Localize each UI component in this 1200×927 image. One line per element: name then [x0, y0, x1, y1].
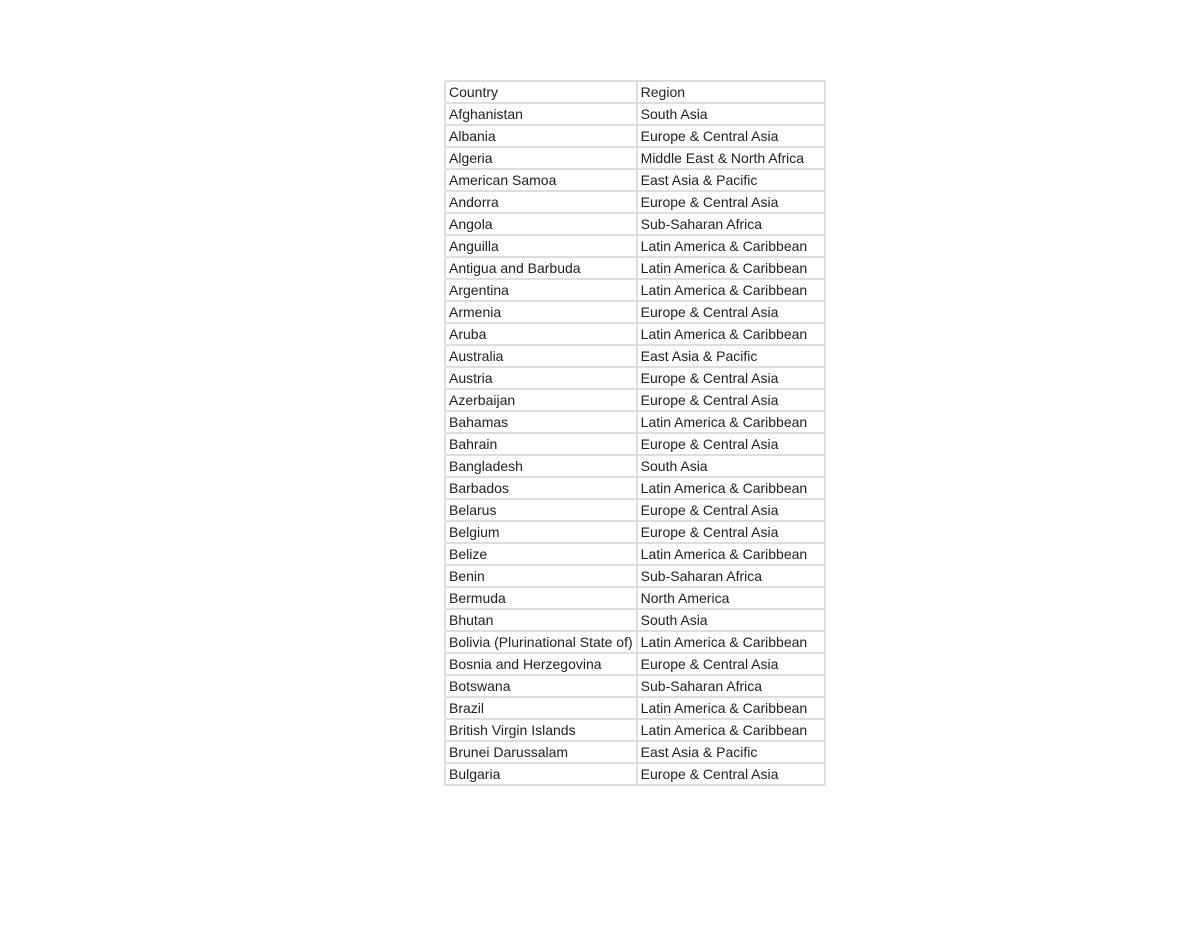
cell-region[interactable]: Latin America & Caribbean — [637, 235, 825, 257]
cell-country[interactable]: Algeria — [445, 147, 637, 169]
cell-region[interactable]: Europe & Central Asia — [637, 389, 825, 411]
cell-country[interactable]: American Samoa — [445, 169, 637, 191]
cell-country[interactable]: Belarus — [445, 499, 637, 521]
table-row — [445, 477, 825, 499]
table-row — [445, 191, 825, 213]
table-row — [445, 125, 825, 147]
cell-country[interactable]: Angola — [445, 213, 637, 235]
table-row — [445, 169, 825, 191]
table-row — [445, 213, 825, 235]
cell-region[interactable]: South Asia — [637, 455, 825, 477]
cell-country[interactable]: Antigua and Barbuda — [445, 257, 637, 279]
cell-region[interactable]: Sub-Saharan Africa — [637, 565, 825, 587]
table-row — [445, 235, 825, 257]
cell-region[interactable]: Latin America & Caribbean — [637, 697, 825, 719]
table-row — [445, 631, 825, 653]
cell-country[interactable]: Belgium — [445, 521, 637, 543]
table-row — [445, 587, 825, 609]
table-row — [445, 279, 825, 301]
cell-country[interactable]: Andorra — [445, 191, 637, 213]
cell-region[interactable]: Europe & Central Asia — [637, 301, 825, 323]
table-row — [445, 147, 825, 169]
cell-country[interactable]: Bermuda — [445, 587, 637, 609]
cell-country[interactable]: Bulgaria — [445, 763, 637, 785]
cell-region[interactable]: Latin America & Caribbean — [637, 279, 825, 301]
cell-region[interactable]: Sub-Saharan Africa — [637, 675, 825, 697]
cell-region[interactable]: Latin America & Caribbean — [637, 477, 825, 499]
cell-country[interactable]: Albania — [445, 125, 637, 147]
table-row — [445, 653, 825, 675]
cell-region[interactable]: Latin America & Caribbean — [637, 323, 825, 345]
cell-country[interactable]: Bahrain — [445, 433, 637, 455]
table-row — [445, 433, 825, 455]
cell-country[interactable]: Argentina — [445, 279, 637, 301]
table-row — [445, 741, 825, 763]
table-row — [445, 609, 825, 631]
cell-country[interactable]: Bangladesh — [445, 455, 637, 477]
table-row — [445, 345, 825, 367]
cell-region[interactable]: Europe & Central Asia — [637, 763, 825, 785]
cell-country[interactable]: Australia — [445, 345, 637, 367]
cell-country[interactable]: Anguilla — [445, 235, 637, 257]
table-row — [445, 719, 825, 741]
table-row — [445, 565, 825, 587]
cell-country[interactable]: British Virgin Islands — [445, 719, 637, 741]
table-row — [445, 521, 825, 543]
cell-region[interactable]: Europe & Central Asia — [637, 433, 825, 455]
cell-region[interactable]: East Asia & Pacific — [637, 169, 825, 191]
table-row — [445, 411, 825, 433]
table-row — [445, 103, 825, 125]
country-region-table — [444, 80, 826, 786]
table-row — [445, 323, 825, 345]
cell-country[interactable]: Brazil — [445, 697, 637, 719]
cell-region[interactable]: Europe & Central Asia — [637, 125, 825, 147]
cell-country[interactable]: Barbados — [445, 477, 637, 499]
cell-region[interactable]: East Asia & Pacific — [637, 345, 825, 367]
cell-region[interactable]: Europe & Central Asia — [637, 499, 825, 521]
table-body — [445, 81, 825, 785]
cell-region[interactable]: Middle East & North Africa — [637, 147, 825, 169]
table-row — [445, 367, 825, 389]
cell-country[interactable]: Aruba — [445, 323, 637, 345]
cell-country[interactable]: Brunei Darussalam — [445, 741, 637, 763]
cell-region[interactable]: Latin America & Caribbean — [637, 411, 825, 433]
cell-country[interactable]: Austria — [445, 367, 637, 389]
cell-country[interactable]: Bahamas — [445, 411, 637, 433]
cell-region[interactable]: Latin America & Caribbean — [637, 257, 825, 279]
cell-region[interactable]: South Asia — [637, 609, 825, 631]
table-row — [445, 675, 825, 697]
cell-region[interactable]: Latin America & Caribbean — [637, 719, 825, 741]
cell-region[interactable]: Europe & Central Asia — [637, 191, 825, 213]
cell-region[interactable]: Latin America & Caribbean — [637, 543, 825, 565]
cell-region[interactable]: Latin America & Caribbean — [637, 631, 825, 653]
cell-country[interactable]: Armenia — [445, 301, 637, 323]
header-cell-region[interactable]: Region — [637, 81, 825, 103]
table-row — [445, 301, 825, 323]
table-header-row — [445, 81, 825, 103]
cell-country[interactable]: Afghanistan — [445, 103, 637, 125]
cell-region[interactable]: East Asia & Pacific — [637, 741, 825, 763]
table-row — [445, 389, 825, 411]
cell-country[interactable]: Azerbaijan — [445, 389, 637, 411]
table-row — [445, 499, 825, 521]
cell-region[interactable]: Europe & Central Asia — [637, 367, 825, 389]
cell-country[interactable]: Benin — [445, 565, 637, 587]
cell-region[interactable]: North America — [637, 587, 825, 609]
table-row — [445, 455, 825, 477]
cell-region[interactable]: Europe & Central Asia — [637, 521, 825, 543]
cell-region[interactable]: Sub-Saharan Africa — [637, 213, 825, 235]
cell-country[interactable]: Belize — [445, 543, 637, 565]
cell-country[interactable]: Bhutan — [445, 609, 637, 631]
cell-region[interactable]: South Asia — [637, 103, 825, 125]
cell-country[interactable]: Bosnia and Herzegovina — [445, 653, 637, 675]
table-row — [445, 543, 825, 565]
table-row — [445, 257, 825, 279]
cell-region[interactable]: Europe & Central Asia — [637, 653, 825, 675]
header-cell-country[interactable]: Country — [445, 81, 637, 103]
cell-country[interactable]: Botswana — [445, 675, 637, 697]
table-row — [445, 697, 825, 719]
table-row — [445, 763, 825, 785]
cell-country[interactable]: Bolivia (Plurinational State of) — [445, 631, 637, 653]
